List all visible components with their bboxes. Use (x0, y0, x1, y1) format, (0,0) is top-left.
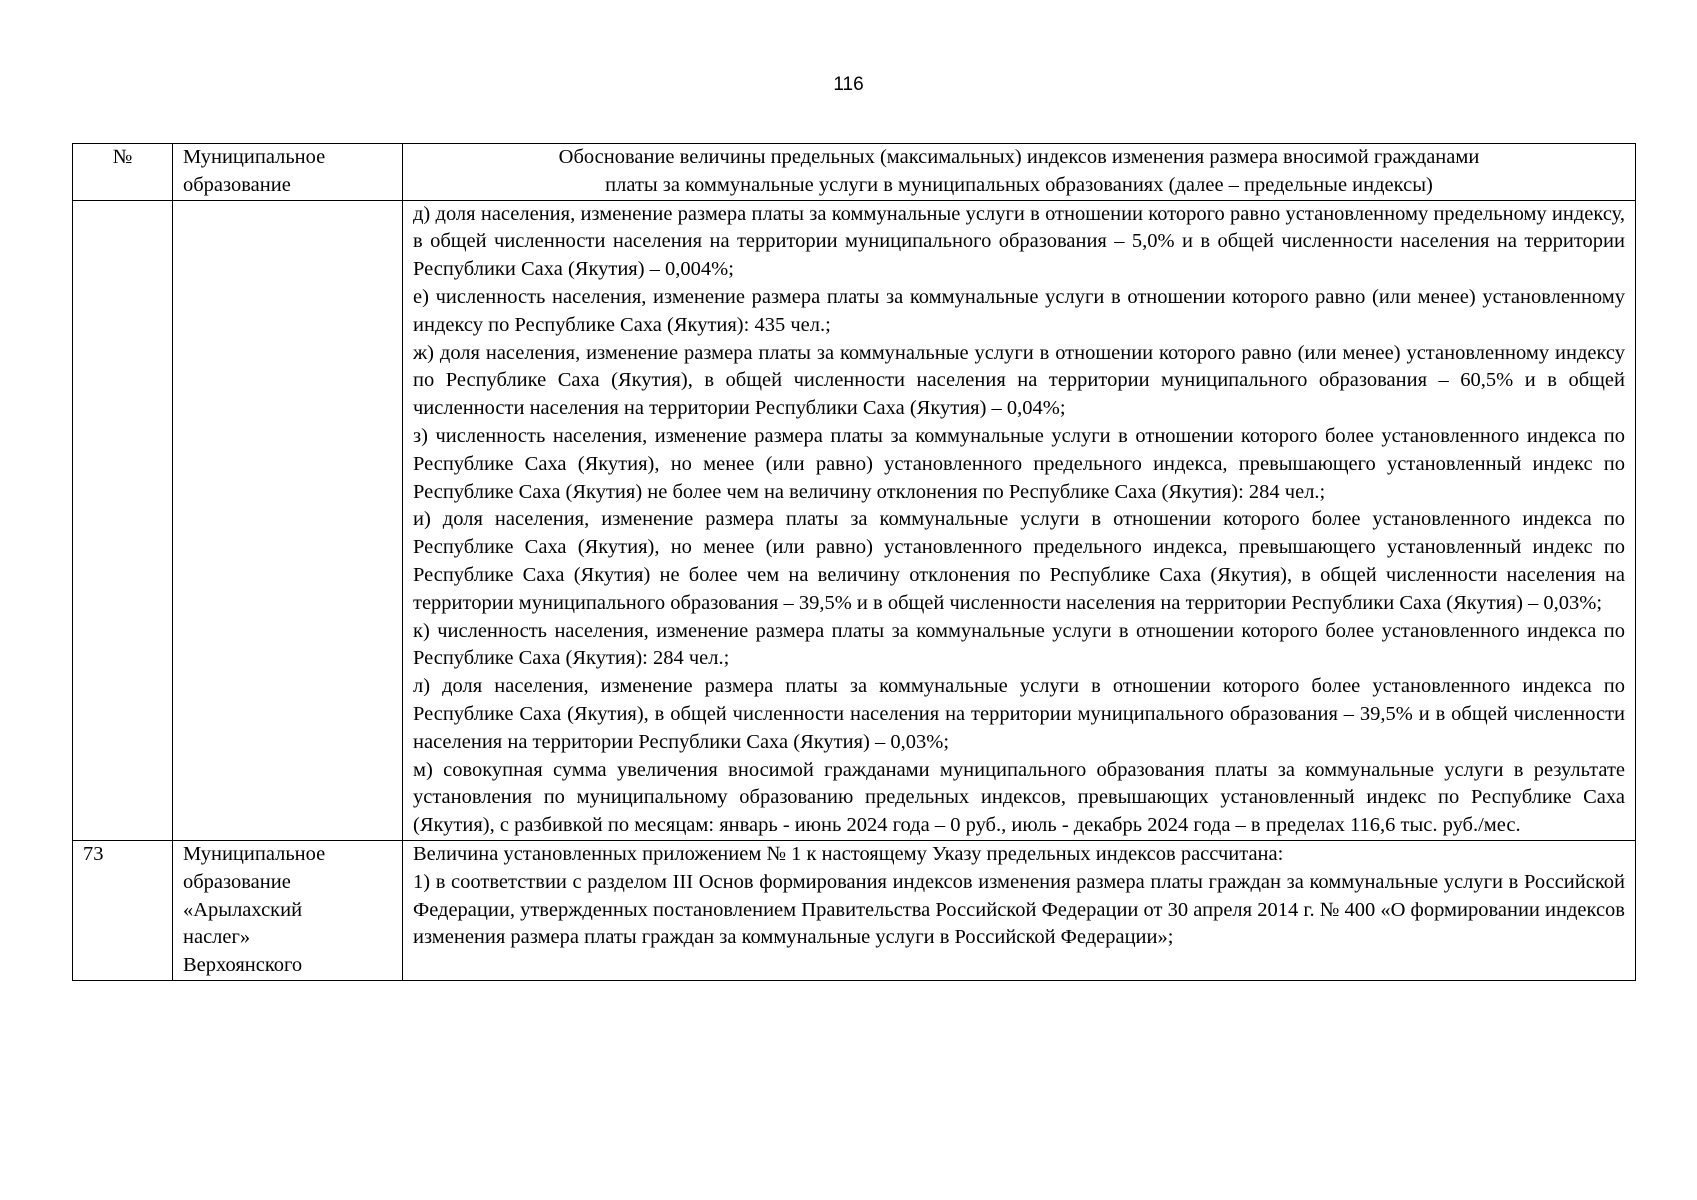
page-number: 116 (833, 74, 864, 95)
paragraph-1: 1) в соответствии с разделом III Основ формирования индексов изменения размера платы граждан за коммунальные услуги в Российской Федерации, утвержденных постановлением Правительства Российской Федерации от 30 апреля 2014 г. № 400 «О формировании индексов изменения размера платы граждан за коммунальные услуги в Российской Федерации»; (413, 870, 1625, 949)
table-header-row (73, 144, 1636, 201)
header-description (403, 144, 1636, 201)
table-row (73, 840, 1636, 980)
row-municipality (173, 840, 403, 980)
row-description (403, 840, 1636, 980)
municipality-line: Муниципальное (183, 842, 326, 865)
paragraph-m: м) совокупная сумма увеличения вносимой гражданами муниципального образования платы за коммунальные услуги в результате установления по муниципальному образованию предельных индексов, превышающих установленный индекс по Республике Саха (Якутия), с разбивкой по месяцам: январь - июнь 2024 года – 0 руб., июль - декабрь 2024 года – в пределах 116,6 тыс. руб./мес. (413, 758, 1625, 837)
header-municipality-line: Муниципальное (183, 146, 326, 168)
row-number (73, 200, 173, 840)
header-municipality (173, 144, 403, 201)
paragraph-e: е) численность населения, изменение размера платы за коммунальные услуги в отношении которого равно (или менее) установленному индексу по Республике Саха (Якутия): 435 чел.; (413, 285, 1625, 336)
municipality-line: Верхоянского (183, 954, 303, 977)
table-row (73, 200, 1636, 840)
justification-table (72, 143, 1636, 981)
municipality-line: образование (183, 870, 291, 893)
paragraph-k: к) численность населения, изменение размера платы за коммунальные услуги в отношении которого более установленного индекса по Республике Саха (Якутия): 284 чел.; (413, 619, 1625, 670)
header-description-line: платы за коммунальные услуги в муниципальных образованиях (далее – предельные индексы) (605, 173, 1433, 196)
municipality-line: «Арылахский (183, 898, 303, 921)
row-municipality (173, 200, 403, 840)
paragraph-i: и) доля населения, изменение размера платы за коммунальные услуги в отношении которого более установленного индекса по Республике Саха (Якутия), но менее (или равно) установленного предельного индекса, превышающего установленный индекс по Республике Саха (Якутия) не более чем на величину отклонения по Республике Саха (Якутия), в общей численности населения на территории муниципального образования – 39,5% и в общей численности населения на территории Республики Саха (Якутия) – 0,03%; (413, 508, 1625, 614)
paragraph-intro: Величина установленных приложением № 1 к настоящему Указу предельных индексов рассчитана: (413, 842, 1284, 865)
paragraph-l: л) доля населения, изменение размера платы за коммунальные услуги в отношении которого более установленного индекса по Республике Саха (Якутия), в общей численности населения на территории муниципального образования – 39,5% и в общей численности населения на территории Республики Саха (Якутия) – 0,03%; (413, 675, 1625, 753)
header-number: № (73, 144, 173, 201)
paragraph-d: д) доля населения, изменение размера платы за коммунальные услуги в отношении которого равно установленному предельному индексу, в общей численности населения на территории муниципального образования – 5,0% и в общей численности населения на территории Республики Саха (Якутия) – 0,004%; (413, 202, 1625, 281)
row-number: 73 (73, 840, 173, 980)
municipality-line: наслег» (183, 926, 251, 949)
header-municipality-line: образование (183, 173, 291, 196)
paragraph-z: з) численность населения, изменение размера платы за коммунальные услуги в отношении которого более установленного индекса по Республике Саха (Якутия), но менее (или равно) установленного предельного индекса, превышающего установленный индекс по Республике Саха (Якутия) не более чем на величину отклонения по Республике Саха (Якутия): 284 чел.; (413, 424, 1625, 503)
row-description (403, 200, 1636, 840)
paragraph-zh: ж) доля населения, изменение размера платы за коммунальные услуги в отношении которого равно (или менее) установленному индексу по Республике Саха (Якутия), в общей численности населения на территории муниципального образования – 60,5% и в общей численности населения на территории Республики Саха (Якутия) – 0,04%; (413, 341, 1625, 420)
header-description-line: Обоснование величины предельных (максимальных) индексов изменения размера вносимой гражданами (558, 146, 1480, 168)
